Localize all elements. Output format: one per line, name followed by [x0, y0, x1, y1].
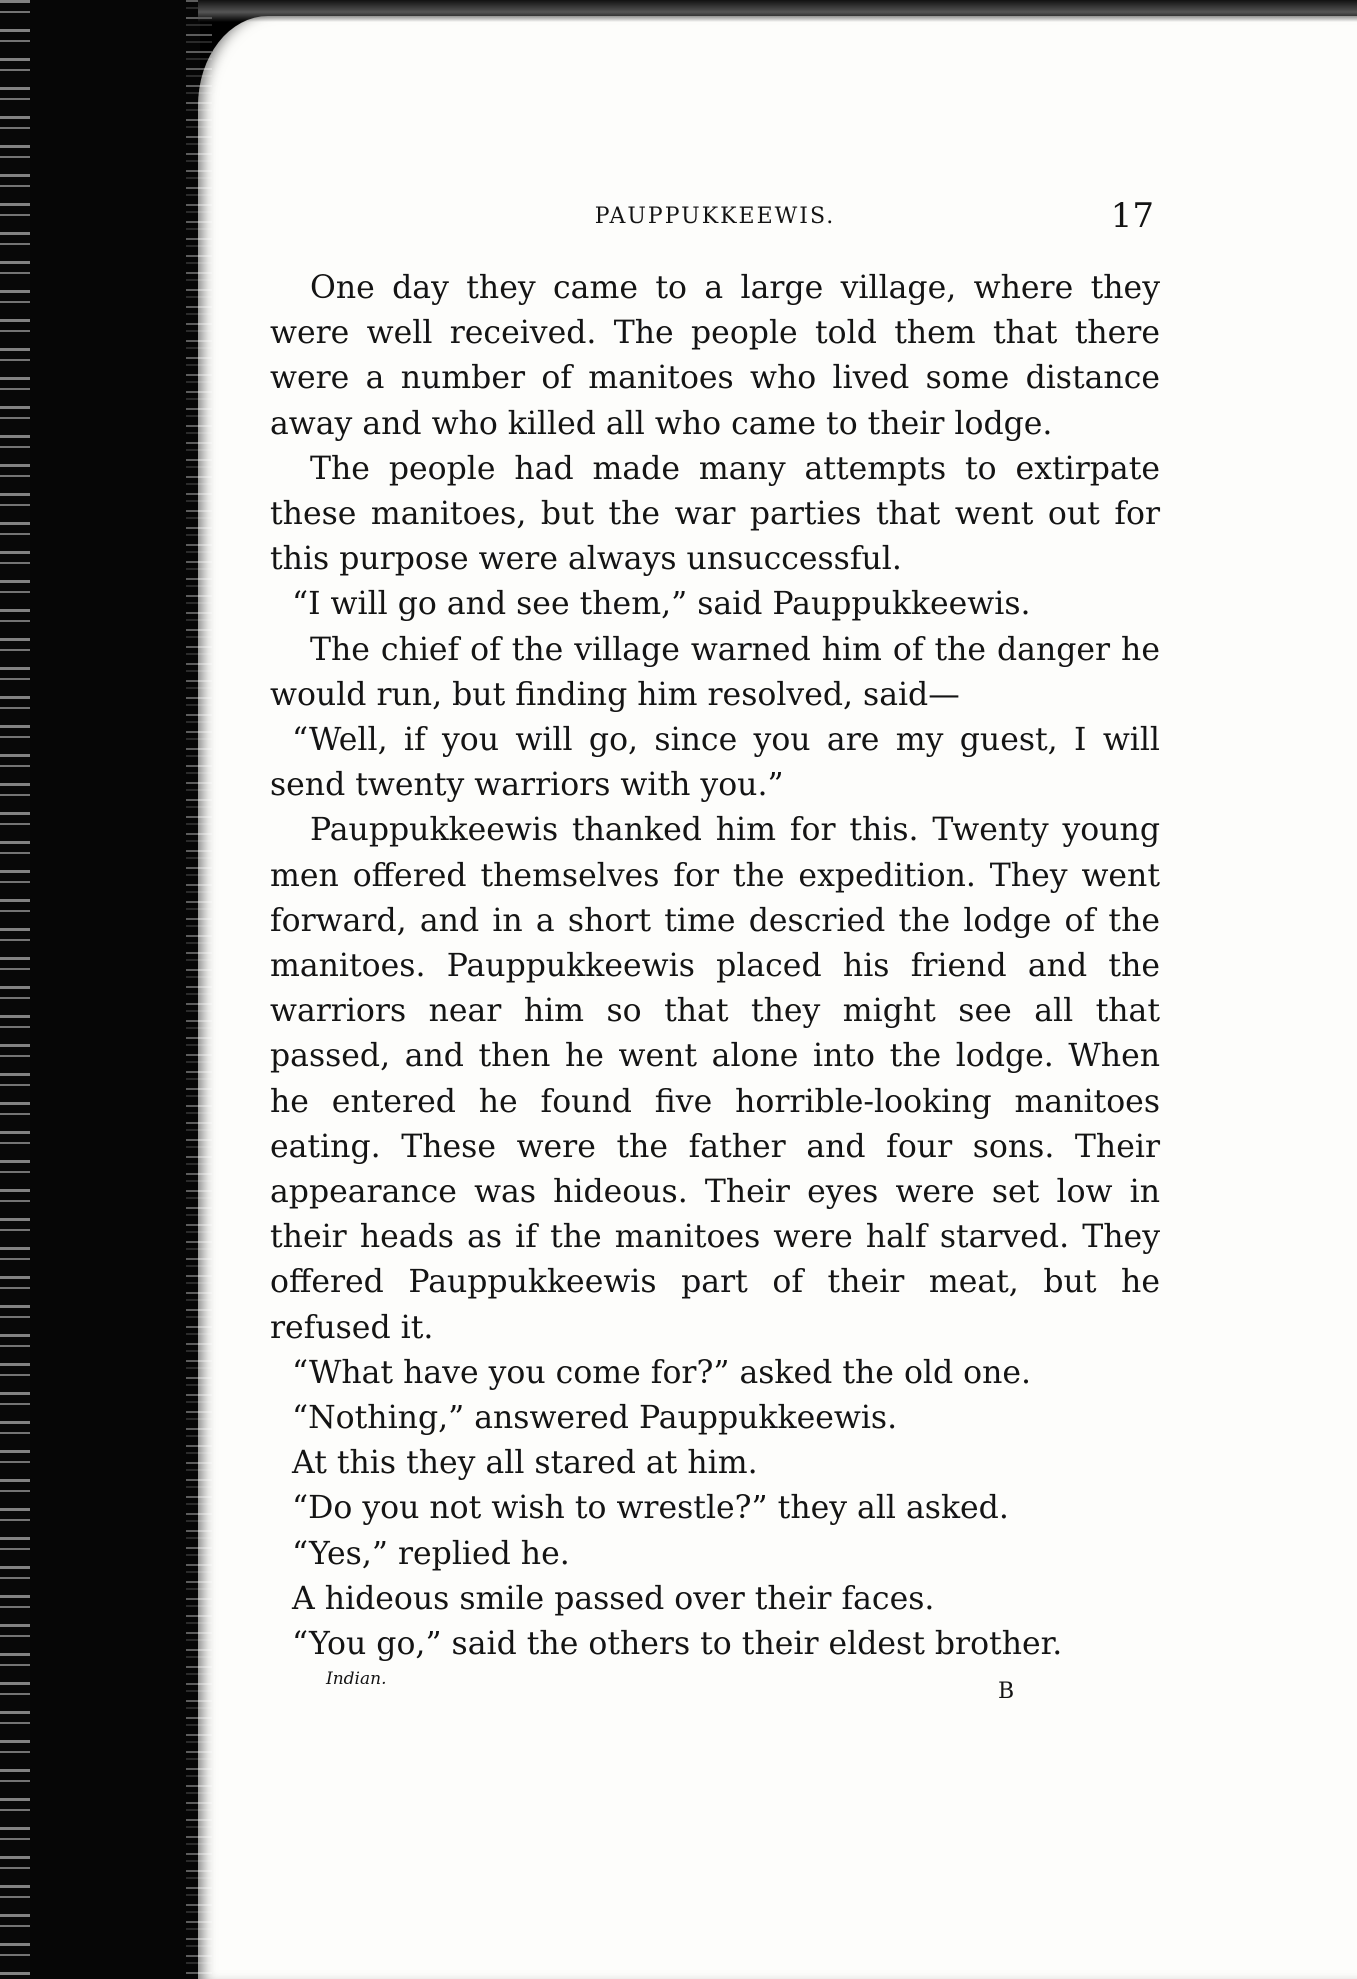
signature-mark: B: [998, 1679, 1015, 1705]
scan-top-edge: [198, 0, 1357, 22]
paragraph: At this they all stared at him.: [292, 1445, 758, 1482]
paragraph: The people had made many attempts to extirpate these manitoes, but the war parties that went out for this purpose were always unsuccessful.: [270, 450, 1160, 578]
dialogue-line: “You go,” said the others to their eldest brother.: [292, 1626, 1063, 1663]
paragraph: The chief of the village warned him of the danger he would run, but finding him resolved, said—: [270, 631, 1160, 713]
scan-margin-noise: [0, 0, 30, 1979]
dialogue-line: “Nothing,” answered Pauppukkeewis.: [292, 1400, 898, 1437]
running-head: [270, 196, 1160, 248]
paragraph: Pauppukkeewis thanked him for this. Twenty young men offered themselves for the expedition. They went forward, and in a short time descried the lodge of the manitoes. Pauppukkeewis placed his friend and the warriors near him so that they might see all that passed, and then he went alone into the lodge. When he entered he found five horrible-looking manitoes eating. These were the father and four sons. Their appearance was hideous. Their eyes were set low in their heads as if the manitoes were half starved. They offered Pauppukkeewis part of their meat, but he refused it.: [270, 812, 1160, 1346]
dialogue-line: “Yes,” replied he.: [292, 1535, 570, 1572]
page-text: [270, 196, 1160, 1709]
dialogue-line: “Do you not wish to wrestle?” they all asked.: [292, 1490, 1009, 1527]
signature-line: [270, 1669, 1160, 1709]
dialogue-line: “What have you come for?” asked the old one.: [292, 1354, 1032, 1391]
dialogue-line: “I will go and see them,” said Pauppukkeewis.: [292, 586, 1031, 623]
page-number: 17: [1110, 196, 1154, 236]
scan-dark-margin: [0, 0, 200, 1979]
paragraph: A hideous smile passed over their faces.: [292, 1580, 935, 1617]
signature-label: Indian.: [326, 1669, 387, 1690]
running-title: PAUPPUKKEEWIS.: [594, 204, 836, 229]
dialogue-line: “Well, if you will go, since you are my guest, I will send twenty warriors with you.”: [270, 722, 1160, 804]
paragraph: One day they came to a large village, where they were well received. The people told them that there were a number of manitoes who lived some distance away and who killed all who came to their lodge.: [270, 270, 1160, 442]
